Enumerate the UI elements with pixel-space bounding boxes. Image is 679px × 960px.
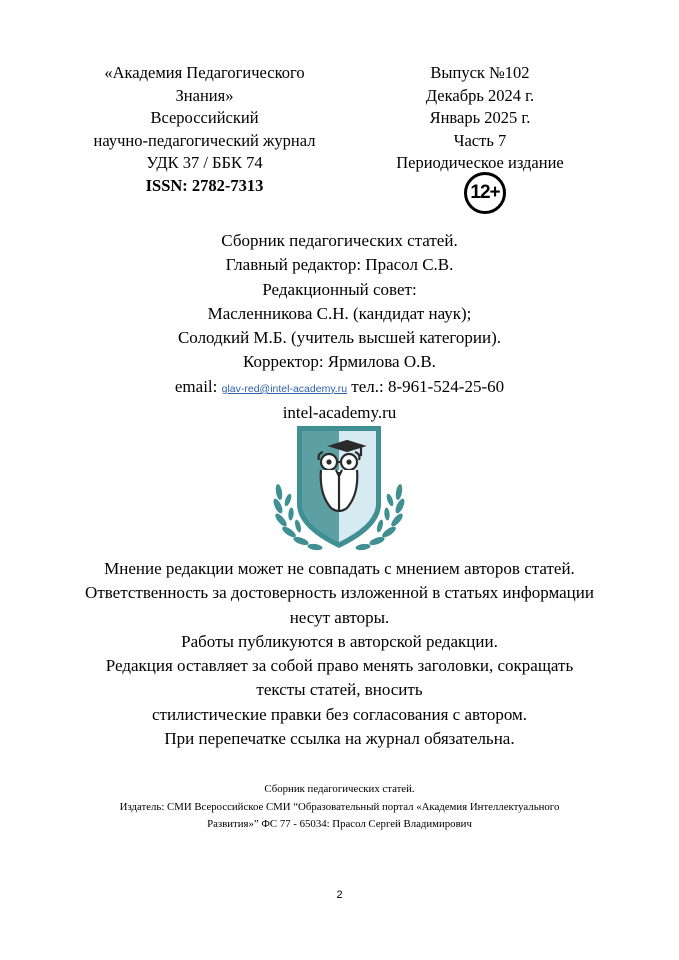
disclaimer-line-3: несут авторы. xyxy=(289,607,390,627)
issue-date2: Январь 2025 г. xyxy=(429,108,531,127)
page-number: 2 xyxy=(336,889,343,901)
collection-title: Сборник педагогических статей. xyxy=(221,231,458,250)
website: intel-academy.ru xyxy=(282,403,397,423)
disclaimer-line-4: Работы публикуются в авторской редакции. xyxy=(181,631,498,651)
footer-line-1: Сборник педагогических статей. xyxy=(264,783,415,795)
disclaimer-line-2: Ответственность за достоверность изложенной в статьях информации xyxy=(85,583,594,603)
disclaimer-line-8: При перепечатке ссылка на журнал обязательна. xyxy=(164,729,515,749)
issue-info-right xyxy=(380,62,580,175)
academy-owl-logo xyxy=(271,424,407,554)
chief-editor: Главный редактор: Прасол С.В. xyxy=(225,255,454,275)
journal-name-line1: «Академия Педагогического xyxy=(104,63,305,82)
journal-scope-line2: научно-педагогический журнал xyxy=(93,130,316,150)
phone: тел.: 8-961-524-25-60 xyxy=(347,376,505,396)
board-member-1: Масленникова С.Н. (кандидат наук); xyxy=(207,303,472,323)
editorial-block xyxy=(0,229,679,425)
issue-date1: Декабрь 2024 г. xyxy=(425,85,535,105)
email-label: email: xyxy=(174,376,222,396)
journal-info-left xyxy=(62,62,347,197)
journal-name-line2: Знания» xyxy=(175,85,234,105)
footer-line-2: Издатель: СМИ Всероссийское СМИ “Образовательный портал «Академия Интеллектуального xyxy=(119,800,560,813)
email-link[interactable]: glav-red@intel-academy.ru xyxy=(221,382,348,395)
age-rating-badge: 12+ xyxy=(464,172,506,214)
journal-scope-line1: Всероссийский xyxy=(150,108,259,127)
publication-type: Периодическое издание xyxy=(396,153,564,172)
udk-bbk: УДК 37 / ББК 74 xyxy=(146,153,263,172)
issn: ISSN: 2782-7313 xyxy=(145,175,264,195)
board-label: Редакционный совет: xyxy=(262,279,417,299)
corrector: Корректор: Ярмилова О.В. xyxy=(243,352,436,372)
disclaimer-line-6: тексты статей, вносить xyxy=(256,680,423,700)
disclaimer-line-7: стилистические правки без согласования с автором. xyxy=(151,704,528,724)
contact-line xyxy=(0,375,679,401)
footer-line-3: Развития»” ФС 77 - 65034: Прасол Сергей Владимирович xyxy=(207,818,472,830)
disclaimer-line-1: Мнение редакции может не совпадать с мнением авторов статей. xyxy=(104,559,575,578)
board-member-2: Солодкий М.Б. (учитель высшей категории). xyxy=(177,328,502,348)
publisher-footer xyxy=(0,781,679,834)
editorial-disclaimer xyxy=(0,557,679,751)
issue-number: Выпуск №102 xyxy=(430,63,530,82)
issue-part: Часть 7 xyxy=(453,130,507,150)
disclaimer-line-5: Редакция оставляет за собой право менять заголовки, сокращать xyxy=(105,656,574,676)
